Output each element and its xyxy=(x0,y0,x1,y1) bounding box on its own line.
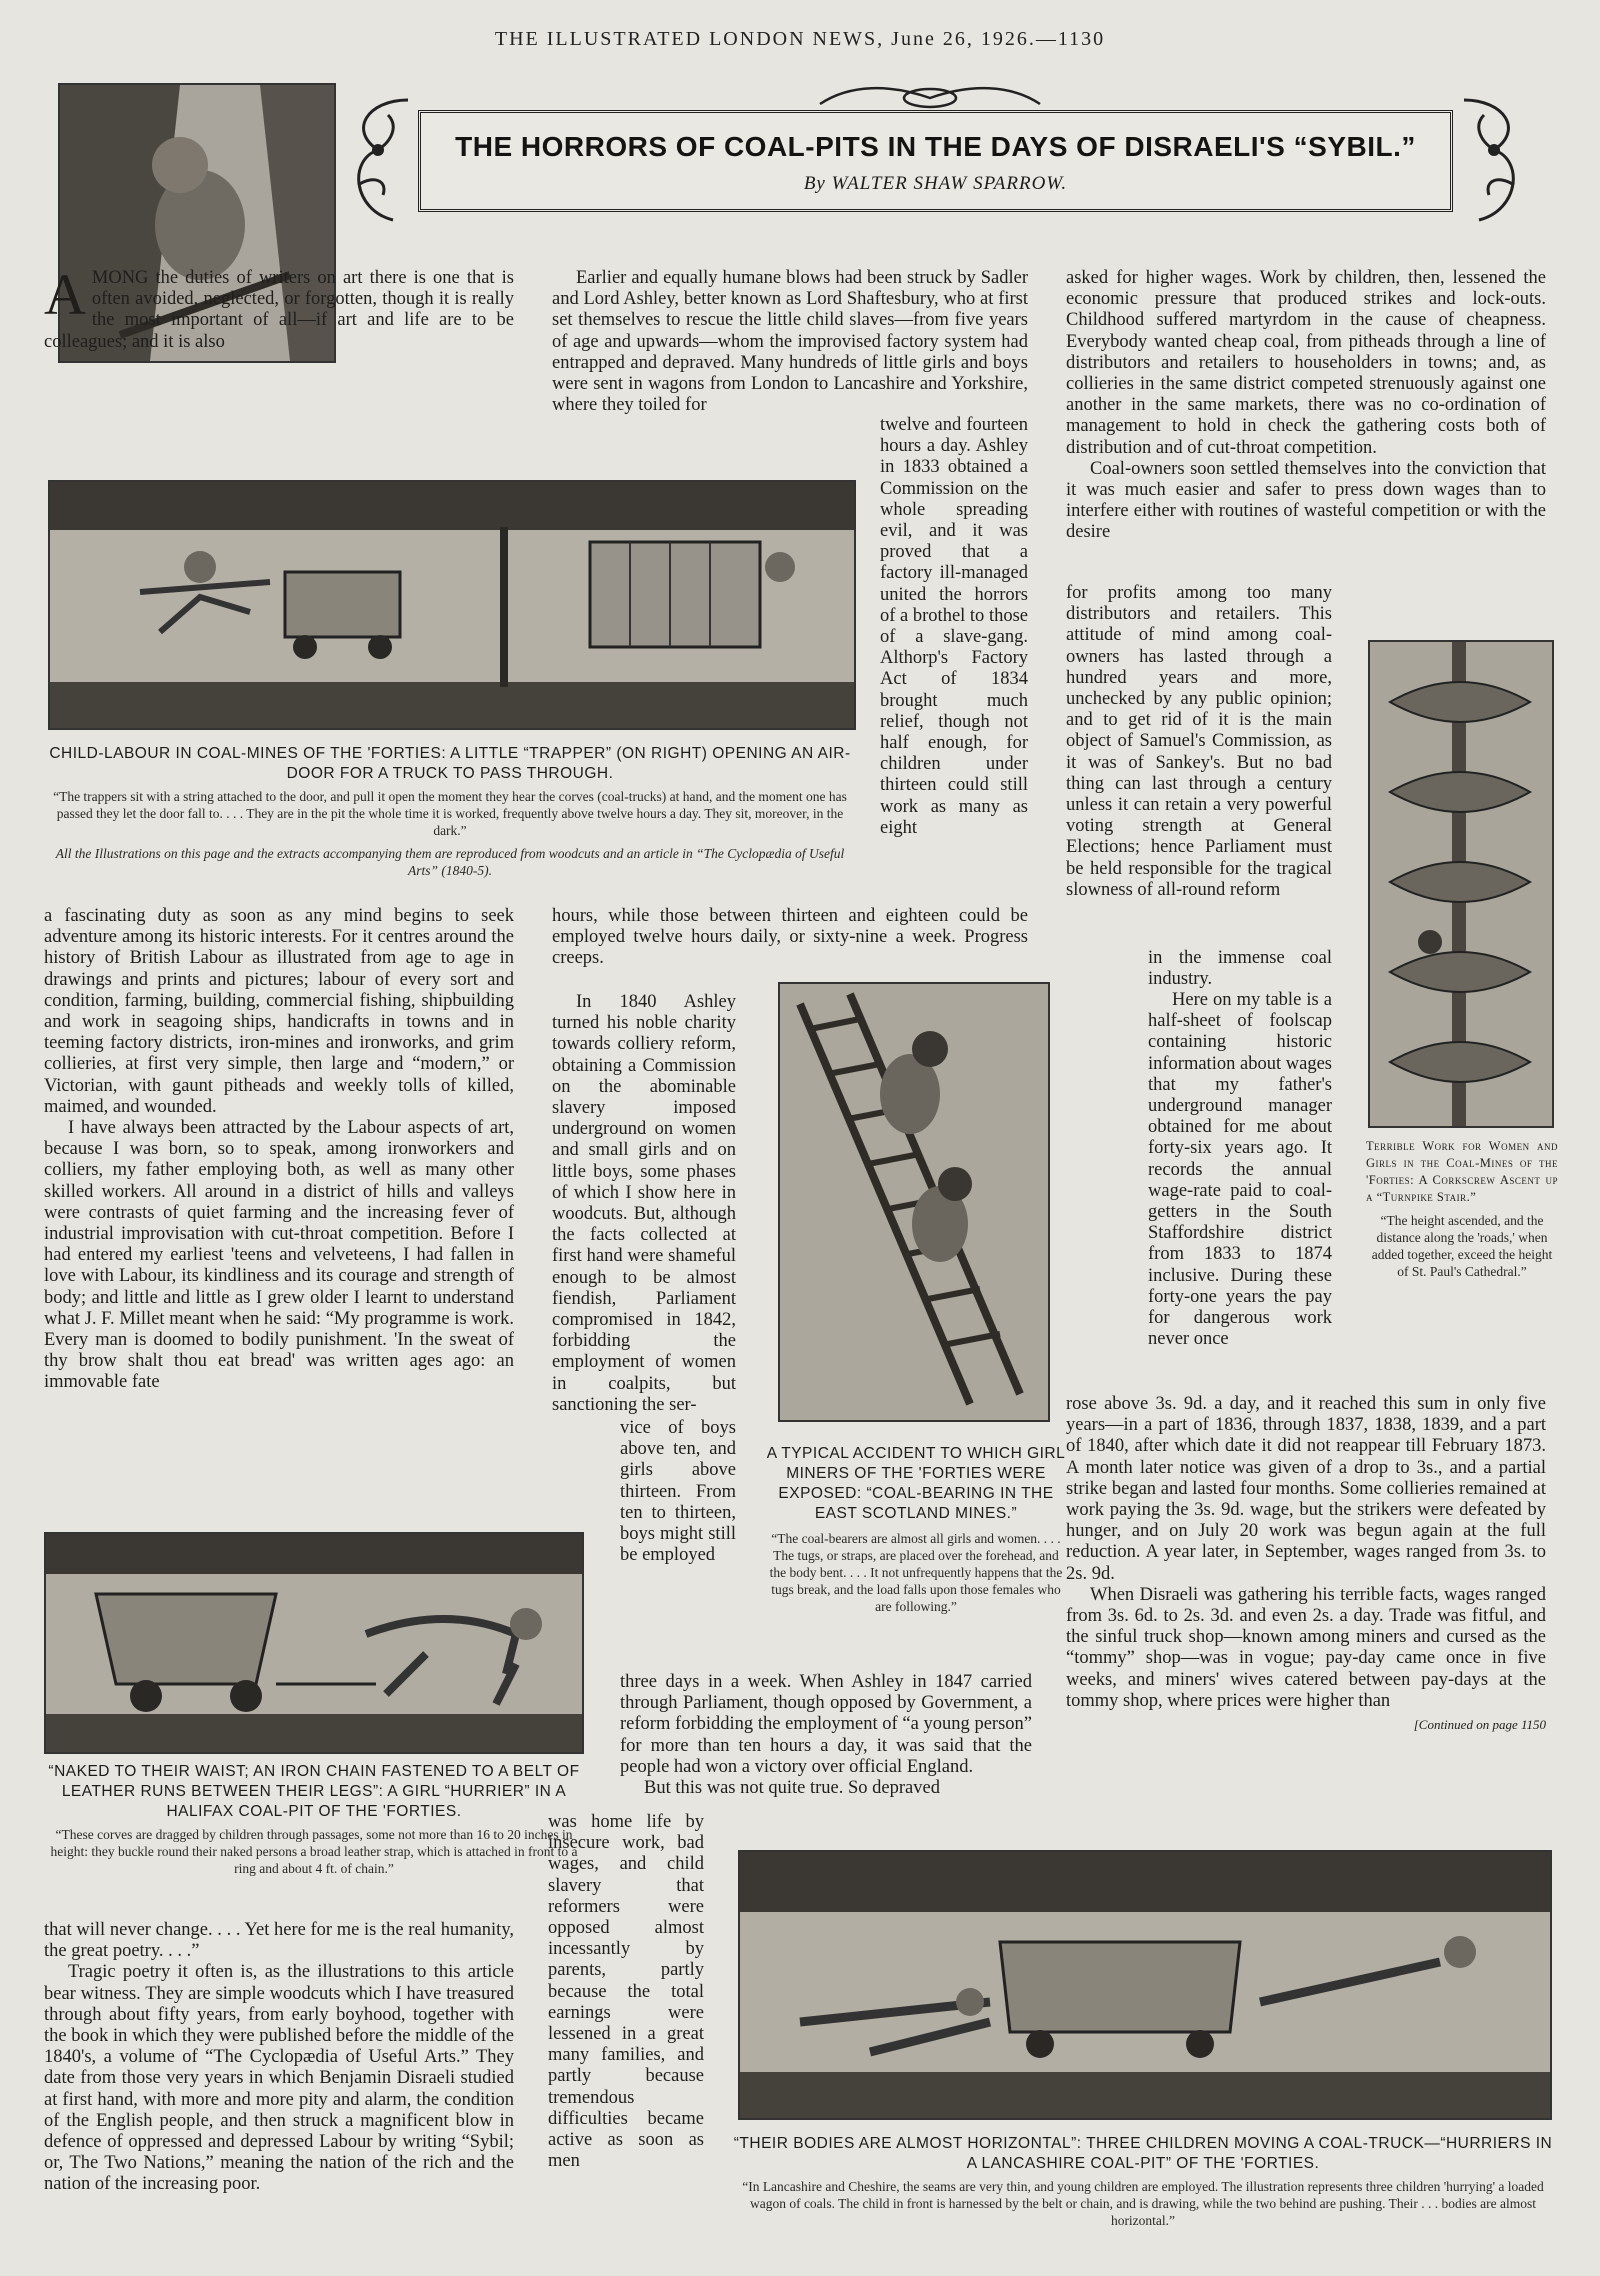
body-text: But this was not quite true. So depraved xyxy=(644,1778,940,1799)
body-col2-a xyxy=(552,268,1028,416)
body-col2-e xyxy=(620,1418,736,1566)
title-box xyxy=(418,110,1453,212)
ornament-left xyxy=(338,90,420,230)
illustration-turnpike-stair xyxy=(1368,640,1554,1128)
caption-note: All the Illustrations on this page and the extracts accompanying them are reproduced from woodcuts and an article in “The Cyclopædia of Useful Arts” (1840-5). xyxy=(55,846,845,878)
running-head: THE ILLUSTRATED LONDON NEWS, June 26, 1926.—1130 xyxy=(494,28,1106,50)
caption-trapper xyxy=(40,744,860,879)
body-col1-c xyxy=(44,1920,514,2196)
body-text: vice of boys above ten, and girls above thirteen. From ten to thirteen, boys might still be employed xyxy=(620,1418,736,1566)
caption-title: CHILD-LABOUR IN COAL-MINES OF THE 'FORTIES: A LITTLE “TRAPPER” (ON RIGHT) OPENING AN AIR-DOOR FOR A TRUCK TO PASS THROUGH. xyxy=(49,745,851,782)
byline: By WALTER SHAW SPARROW. xyxy=(803,173,1068,194)
body-text: a fascinating duty as soon as any mind begins to seek adventure among its historic interests. For it centres around the history of British Labour as illustrated from age to age in drawings and prints and pictures; labour of every sort and condition, farming, building, commercial fishing, shipbuilding and work in seagoing ships, handicrafts in towns and in teeming factory districts, iron-mines and ironworks, and grim collieries, at first very simple, then large and “modern,” or Victorian, with gaunt pitheads and weekly tolls of killed, maimed, and wounded. xyxy=(44,906,514,1117)
caption-quote: “In Lancashire and Cheshire, the seams are very thin, and young children are employed. The illustration represents three children 'hurrying' a loaded wagon of coals. The child in front is harnessed by the belt or chain, and is drawing, while the two behind are pushing. Their . . . bodies are almost horizontal.” xyxy=(742,2179,1544,2228)
caption-horizontal xyxy=(730,2134,1556,2229)
body-text: In 1840 Ashley turned his noble charity towards colliery reform, obtaining a Commission on the abominable slavery imposed underground on women and small girls and on little boys, some phases of which I show here in woodcuts. But, although the facts collected at first hand were shameful enough to be almost fiendish, Parliament compromised in 1842, forbidding the employment of women in coalpits, but sanctioning the ser- xyxy=(552,992,736,1415)
body-col1-b xyxy=(44,906,514,1394)
illustration-horizontal xyxy=(738,1850,1552,2120)
body-col3-d xyxy=(1148,990,1332,1350)
body-col3-b xyxy=(1066,583,1332,901)
body-col2-h xyxy=(548,1812,704,2172)
body-text: asked for higher wages. Work by children, then, lessened the economic pressure that produced strikes and lock-outs. Childhood suffered martyrdom in the cause of cheapness. Everybody wanted cheap coal, from pitheads through a line of distributors and retailers to householders in towns; and, as collieries in the same district competed strenuously against one another in the same markets, there was no co-ordination of management to hold in check the gathering costs both of distribution and of cut-throat competition. xyxy=(1066,268,1546,458)
body-text: Coal-owners soon settled themselves into the conviction that it was much easier and safer to press down wages than to interfere either with routines of wasteful competition or with the desire xyxy=(1066,458,1546,543)
caption-ladder xyxy=(766,1444,1066,1615)
body-text: twelve and fourteen hours a day. Ashley in 1833 obtained a Commission on the whole spreading evil, and it was proved that a factory ill-managed united the horrors of a brothel to those of a slave-gang. Althorp's Factory Act of 1834 brought much relief, though not half enough, for children under thirteen could still work as many as eight xyxy=(880,415,1028,838)
body-col3-e xyxy=(1066,1394,1546,1735)
caption-quote: “The coal-bearers are almost all girls and women. . . . The tugs, or straps, are placed over the forehead, and the body bent. . . . It not unfrequently happens that the tugs break, and the load falls upon those females who are following.” xyxy=(769,1531,1063,1614)
illustration-trapper xyxy=(48,480,856,730)
caption-title: Terrible Work for Women and Girls in the Coal-Mines of the 'Forties: A Corkscrew Ascent up a “Turnpike Stair.” xyxy=(1366,1139,1558,1204)
body-text: Here on my table is a half-sheet of foolscap containing historic information about wages that my father's underground manager obtained for me about forty-six years ago. It records the annual wage-rate paid to coal-getters in the South Staffordshire district from 1833 to 1874 inclusive. During these forty-one years the pay for dangerous work never once xyxy=(1148,990,1332,1350)
body-col2-b xyxy=(880,415,1028,839)
body-text: When Disraeli was gathering his terrible facts, wages ranged from 3s. 6d. to 2s. 3d. and even 2s. a day. Trade was fitful, and the sinful truck shop—known among miners and cursed as the “tommy” shop—was in vogue; pay-day came once in five weeks, and miners' wives catered between pay-days at the tommy shop, where prices were higher than xyxy=(1066,1584,1546,1711)
body-text: in the immense coal industry. xyxy=(1148,948,1332,990)
continued-note: [Continued on page 1150 xyxy=(1413,1717,1546,1733)
body-text: for profits among too many distributors and retailers. This attitude of mind among coal-owners has lasted through a hundred years and more, unchecked by any public opinion; and to get rid of it is the main object of Samuel's Commission, as it was of Sankey's. But no bad thing can last through a century unless it can retain a very powerful voting strength at General Elections; hence Parliament must be held responsible for the tragical slowness of all-round reform xyxy=(1066,583,1332,900)
body-col2-f xyxy=(620,1672,1032,1799)
caption-hurrier xyxy=(38,1762,590,1877)
caption-stair xyxy=(1366,1138,1558,1280)
caption-quote: “These corves are dragged by children through passages, some not more than 16 to 20 inches in height: they buckle round their naked persons a broad leather strap, which is attached in front to a ring and about 4 ft. of chain.” xyxy=(50,1827,578,1876)
body-text: Earlier and equally humane blows had been struck by Sadler and Lord Ashley, better known as Lord Shaftesbury, who at first set themselves to rescue the little child slaves—from five years of age and upwards—whom the improvised factory system had entrapped and depraved. Many hundreds of little girls and boys were sent in wagons from London to Lancashire and Yorkshire, where they toiled for xyxy=(552,268,1028,416)
body-col2-d xyxy=(552,992,736,1416)
drop-cap: A xyxy=(44,262,86,327)
body-col1-intro xyxy=(44,262,514,353)
body-col2-c xyxy=(552,906,1028,970)
body-text: I have always been attracted by the Labour aspects of art, because I was born, so to speak, among ironworkers and colliers, my father employing both, as well as many other skilled workers. All around in a district of hills and valleys were contrasts of quiet farming and the increasing fever of industrial improvisation with cut-throat competition. Before I had entered my earliest 'teens and velveteens, I had fallen in love with Labour, its kindliness and its courage and strength of body; and little and little as I grew older I learnt to understand what J. F. Millet meant when he said: “My programme is work. Every man is doomed to bodily punishment. 'In the sweat of thy brow shalt thou eat bread' was written ages ago: an immovable fate xyxy=(44,1118,514,1393)
body-text: MONG the duties of writers on art there is one that is often avoided, neglected, or forgotten, though it is really the most important of all—if art and life are to be colleagues; and it is also xyxy=(44,268,514,352)
body-text: rose above 3s. 9d. a day, and it reached this sum in only five years—in a part of 1836, through 1837, 1838, 1839, and a part of 1840, after which date it did not reappear till February 1873. A month later notice was given of a drop to 3s., and a partial strike began and lasted four months. Some collieries remained at work paying the 3s. 9d. wage, but the strikers were defeated by hunger, and on July 20 work was begun again at the full reduction. A year later, in September, wages ranged from 3s. to 2s. 9d. xyxy=(1066,1394,1546,1584)
body-text: three days in a week. When Ashley in 1847 carried through Parliament, though opposed by Government, a reform forbidding the employment of “a young person” for more than ten hours a day, it was said that the people had won a victory over official England. xyxy=(620,1672,1032,1777)
body-text: that will never change. . . . Yet here for me is the real humanity, the great poetry. . . .” xyxy=(44,1920,514,1962)
caption-title: “THEIR BODIES ARE ALMOST HORIZONTAL”: THREE CHILDREN MOVING A COAL-TRUCK—“HURRIERS IN A LANCASHIRE COAL-PIT” OF THE 'FORTIES. xyxy=(733,2135,1553,2172)
body-col3-c xyxy=(1148,948,1332,990)
ornament-top xyxy=(810,84,1050,112)
caption-title: “NAKED TO THEIR WAIST; AN IRON CHAIN FASTENED TO A BELT OF LEATHER RUNS BETWEEN THEIR LEGS”: A GIRL “HURRIER” IN A HALIFAX COAL-PIT OF THE 'FORTIES. xyxy=(48,1763,580,1820)
body-text: was home life by insecure work, bad wages, and child slavery that reformers were opposed almost incessantly by parents, partly because the total earnings were lessened in a great many families, and partly because tremendous difficulties became active as soon as men xyxy=(548,1812,704,2172)
body-text: Tragic poetry it often is, as the illustrations to this article bear witness. They are simple woodcuts which I have treasured through about fifty years, from early boyhood, together with the book in which they were published before the middle of the 1840's, a volume of “The Cyclopædia of Useful Arts.” They date from those very years in which Benjamin Disraeli studied at first hand, with more and more pity and alarm, the condition of the English people, and then struck a magnificent blow in defence of oppressed and depressed Labour by writing “Sybil; or, The Two Nations,” meaning the nation of the rich and the nation of the increasing poor. xyxy=(44,1962,514,2195)
caption-quote: “The height ascended, and the distance along the 'roads,' when added together, exceed the height of St. Paul's Cathedral.” xyxy=(1371,1213,1553,1279)
article-title: THE HORRORS OF COAL-PITS IN THE DAYS OF DISRAELI'S “SYBIL.” xyxy=(455,131,1416,162)
body-text: hours, while those between thirteen and eighteen could be employed twelve hours daily, or sixty-nine a week. Progress creeps. xyxy=(552,906,1028,969)
illustration-ladder xyxy=(778,982,1050,1422)
caption-title: A TYPICAL ACCIDENT TO WHICH GIRL MINERS OF THE 'FORTIES WERE EXPOSED: “COAL-BEARING IN THE EAST SCOTLAND MINES.” xyxy=(766,1445,1066,1522)
body-col3-a xyxy=(1066,268,1546,544)
ornament-right xyxy=(1452,90,1534,230)
caption-quote: “The trappers sit with a string attached to the door, and pull it open the moment they hear the corves (coal-trucks) at hand, and the moment one has passed they let the door fall to. . . . They are in the pit the whole time it is worked, frequently above twelve hours a day. They sit, moreover, in the dark.” xyxy=(53,789,847,838)
illustration-hurrier xyxy=(44,1532,584,1754)
